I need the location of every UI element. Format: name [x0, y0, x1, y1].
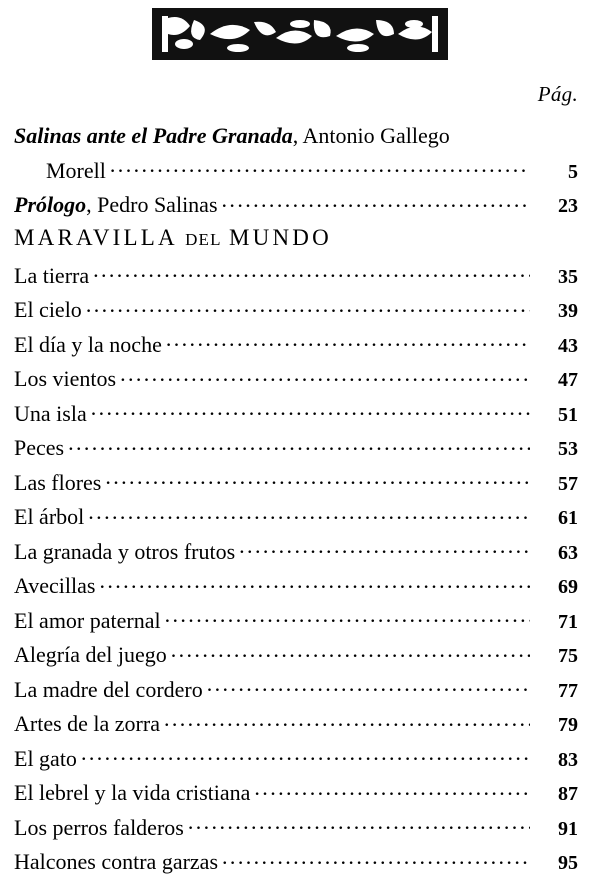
toc-entry-page: 51 — [558, 403, 578, 426]
leader-dots — [110, 156, 530, 178]
leader-dots — [239, 537, 530, 559]
leader-dots — [188, 813, 530, 835]
leader-dots — [91, 399, 530, 421]
toc-entry-page: 95 — [558, 852, 578, 874]
leader-dots — [254, 778, 530, 800]
section-heading-word-one: MARAVILLA — [14, 224, 178, 250]
toc-entry-title-continued: Morell — [46, 157, 106, 183]
toc-entry-page: 23 — [558, 195, 578, 217]
toc-entry-page: 91 — [558, 817, 578, 840]
toc-entry[interactable] — [14, 709, 586, 735]
toc-entry-title: Salinas ante el Padre Granada, Antonio Gallego — [14, 123, 450, 148]
toc-entry-title: La tierra — [14, 262, 90, 288]
toc-entry-title: El lebrel y la vida cristiana — [14, 780, 251, 805]
leader-dots — [166, 330, 530, 352]
toc-entry[interactable] — [14, 675, 586, 701]
toc-entry[interactable] — [14, 261, 586, 287]
toc-entry[interactable] — [14, 295, 586, 321]
toc-entry-title: Avecillas — [14, 573, 96, 598]
toc-entry[interactable] — [14, 502, 586, 528]
leader-dots — [222, 190, 530, 212]
page-column-header: Pág. — [537, 82, 578, 106]
toc-item-list — [14, 261, 586, 874]
toc-entry-title: La granada y otros frutos — [14, 538, 236, 564]
toc-entry-page: 69 — [558, 576, 578, 598]
toc-entry-page: 71 — [558, 610, 578, 633]
toc-entry-title: Una isla — [14, 400, 87, 426]
toc-entry[interactable] — [14, 744, 586, 770]
section-heading — [14, 225, 586, 251]
leader-dots — [81, 744, 530, 766]
decorative-headpiece-icon — [150, 8, 450, 60]
toc-entry-title: Prólogo, Pedro Salinas — [14, 192, 218, 217]
toc-entry-page: 57 — [558, 472, 578, 495]
toc-entry-page: 75 — [558, 645, 578, 667]
toc-entry[interactable] — [14, 190, 586, 216]
toc-entry[interactable] — [14, 364, 586, 390]
contents-list — [0, 121, 600, 873]
leader-dots — [86, 295, 530, 317]
leader-dots — [165, 606, 530, 628]
toc-entry[interactable] — [14, 606, 586, 632]
toc-entry[interactable] — [14, 330, 586, 356]
leader-dots — [454, 121, 530, 143]
section-heading-word-three: MUNDO — [228, 224, 332, 250]
leader-dots — [222, 847, 530, 869]
section-heading-word-two: DEL — [185, 229, 222, 249]
leader-dots — [164, 709, 530, 731]
leader-dots — [93, 261, 530, 283]
toc-entry-title: El árbol — [14, 504, 85, 529]
toc-entry-page: 43 — [558, 334, 578, 357]
toc-entry-page: 79 — [558, 714, 578, 736]
toc-entry-title: El día y la noche — [14, 331, 162, 357]
toc-entry-title: Las flores — [14, 469, 102, 495]
leader-dots — [120, 364, 530, 386]
toc-entry-page: 39 — [558, 300, 578, 322]
toc-entry-page: 47 — [558, 369, 578, 391]
leader-dots — [88, 502, 530, 524]
toc-entry-page: 63 — [558, 541, 578, 564]
toc-entry[interactable] — [14, 433, 586, 459]
toc-entry[interactable] — [14, 571, 586, 597]
toc-entry[interactable] — [14, 399, 586, 425]
toc-entry-page: 61 — [558, 507, 578, 529]
toc-entry[interactable] — [14, 537, 586, 563]
toc-entry-title: Peces — [14, 435, 65, 460]
toc-entry[interactable] — [14, 468, 586, 494]
toc-entry-title: El amor paternal — [14, 607, 161, 633]
toc-entry[interactable] — [14, 640, 586, 666]
toc-entry-title: El cielo — [14, 297, 82, 322]
toc-entry-page: 87 — [558, 783, 578, 805]
leader-dots — [99, 571, 530, 593]
toc-entry-page: 5 — [568, 160, 578, 183]
toc-entry[interactable] — [14, 778, 586, 804]
toc-entry-title: El gato — [14, 745, 77, 771]
ornament-container — [0, 0, 600, 60]
toc-entry-title: Artes de la zorra — [14, 711, 160, 736]
toc-entry-page: 35 — [558, 265, 578, 288]
leader-dots — [207, 675, 530, 697]
toc-entry-title: La madre del cordero — [14, 676, 203, 702]
toc-entry-title: Los vientos — [14, 366, 117, 391]
leader-dots — [105, 468, 530, 490]
toc-entry-page: 83 — [558, 748, 578, 771]
leader-dots — [171, 640, 530, 662]
toc-entry-page: 53 — [558, 438, 578, 460]
toc-entry[interactable] — [14, 847, 586, 873]
leader-dots — [68, 433, 530, 455]
toc-entry-page: 77 — [558, 679, 578, 702]
toc-entry-title: Alegría del juego — [14, 642, 167, 667]
toc-entry-continuation[interactable] — [14, 156, 586, 182]
toc-entry[interactable] — [14, 813, 586, 839]
toc-entry[interactable] — [14, 121, 586, 147]
toc-entry-title: Los perros falderos — [14, 814, 184, 840]
toc-entry-title: Halcones contra garzas — [14, 849, 219, 874]
